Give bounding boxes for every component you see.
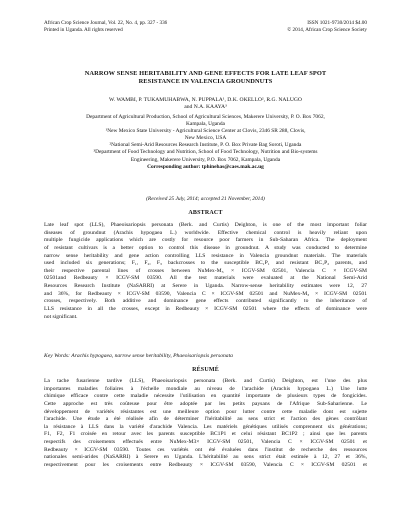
author-line: and N.A. KAAYA³ — [184, 104, 227, 111]
resume-line: nationales semi-arides (NaSARRI) à Serere en Uganda. L'héritabilité au sens strict était estimée à 12, 27 et 36%, — [44, 454, 367, 461]
abstract-line: LLS resistance in all the crosses, except in Redbeauty × ICGV-SM 02501 where the effects of dominance were — [44, 306, 367, 313]
affiliation-line: Department of Agricultural Production, School of Agricultural Sciences, Makerere University, P. O. Box 7062, — [86, 114, 325, 120]
affiliation-line: New Mexico, USA — [184, 135, 227, 142]
abstract-line: diseases of groundnut (Arachis hypogaea L.) worldwide. Effective chemical control is heavily reliant upon — [44, 229, 367, 236]
resume-line: respectifs des croisements effectués entre NuMex-M3× ICGV-SM 02501, Valencia C × ICGV-SM 02501 et — [44, 439, 367, 446]
resume-line: importantes maladies foliaires à l'échelle mondiale au niveau de l'arachide (Arachis hypogaea L.) Une lutte — [44, 385, 367, 392]
abstract-line: and 36%, for Redbeauty × ICGV-SM 03590, Valencia C × ICGV-SM 02501 and NuMex-M₃ × ICGV-SM 02501 — [44, 290, 367, 297]
keywords-value: Arachis hypogaea, narrow sense heritability, Phaeoisariopsis personata — [71, 353, 233, 359]
affiliation-line: ³Department of Food Technology and Nutrition, School of Food Technology, Nutrition and Bio-systems — [93, 149, 318, 156]
resume-line: F1, F2, F1 croisée en retour avec les parents susceptible BC1P1 et celui résistant BC1P2 ; ainsi que les parents — [44, 431, 367, 438]
abstract-line: not significant. — [44, 313, 78, 320]
issn: ISSN 1021-9730/2014 $4.00 — [307, 20, 367, 26]
abstract-line: narrow sense heritability and gene action controlling LLS resistance in Valencia groundnut materials. The materials — [44, 252, 367, 259]
resume-line: la résistance à LLS dans la variété d'arachide Valencia. Les matériels génétiques utilisés comprennent six générations; — [44, 423, 367, 430]
abstract-line: of resistant cultivars is a better option to control this disease in groundnut. A study was conducted to determine — [44, 244, 367, 251]
abstract-heading: ABSTRACT — [188, 210, 223, 216]
abstract-line: Late leaf spot (LLS), Phaeoisariopsis personata (Berk. and Curtis) Deighton, is one of the most important foliar — [44, 222, 367, 228]
resume-line: développement de variétés résistantes est une meilleure option pour lutter contre cette maladie dont est sujette — [44, 408, 367, 415]
keywords — [44, 353, 367, 361]
resume-line: La tache fusarienne tardive (LLS), Phaeoisariopsis personata (Berk. and Curtis) Deighton, est l'une des plus — [44, 378, 367, 384]
abstract-line: their respective parental lines of crosses between NuMex-M₃ × ICGV-SM 02501, Valencia C × ICGV-SM — [44, 267, 367, 274]
abstract-line: multiple fungicide applications which are costly for resource poor farmers in Sub-Saharan Africa. The deployment — [44, 237, 367, 244]
affiliation-line: Kampala, Uganda — [186, 121, 225, 128]
abstract-line: 02501and Redbeauty × ICGV-SM 03590. All the test materials were evaluated at the National Semi-Arid — [44, 275, 367, 282]
resume-line: Cette approche est très coûteuse pour être adoptée par les petits paysans de l'Afrique Sub-Saharienne. Le — [44, 400, 367, 407]
author-list — [44, 97, 367, 111]
keywords-label: Key Words: — [44, 353, 70, 359]
affiliation-line: ¹New Mexico State University - Agricultural Science Center at Clovis, 2346 SR 288, Clovis, — [105, 128, 306, 135]
resume-line: Redbeauty × ICGV-SM 03590. Toutes ces variétés ont été évaluées dans l'institut de recherche des ressources — [44, 446, 367, 453]
affiliation-line: Engineering, Makerere University, P.O. Box 7062, Kampala, Uganda — [130, 156, 281, 163]
abstract-line: Resources Research Institute (NaSARRI) at Serere in Uganda. Narrow-sense heritability estimates were 12, 27 — [44, 283, 367, 290]
author-line: W. WAMBI, P. TUKAMUHABWA, N. PUPPALA¹, D.K. OKELLO², R.G. NALUGO — [109, 97, 302, 103]
running-header-right — [287, 20, 367, 33]
resume-line: chimique efficace contre cette maladie nécessite l'utilisation en quantité importante de plusieurs types de fongicides. — [44, 393, 367, 400]
print-notice: Printed in Uganda. All rights reserved — [44, 26, 123, 33]
received-accepted-dates: (Received 25 July, 2014; accepted 21 November, 2014) — [146, 196, 265, 202]
resume-body — [44, 378, 367, 470]
title-line: NARROW SENSE HERITABILITY AND GENE EFFECTS FOR LATE LEAF SPOT — [84, 70, 327, 77]
resume-heading: RÉSUMÉ — [192, 367, 219, 373]
resume-line: respectivement pour les croisements entre Redbeauty × ICGV-SM 03590, Valencia C × ICGV-SM 02501 et — [44, 462, 367, 469]
affiliations — [44, 114, 367, 171]
corresponding-author: Corresponding author: tphinehas@caes.mak.ac.ug — [147, 163, 264, 170]
copyright: © 2014, African Crop Science Society — [287, 26, 367, 33]
affiliation-line: ²National Semi-Arid Resources Research Institute, P. O. Box Private Bag Soroti, Uganda — [109, 142, 302, 149]
paper-title — [44, 70, 367, 87]
abstract-body — [44, 222, 367, 321]
title-line: RESISTANCE IN VALENCIA GROUNDNUTS — [138, 78, 273, 86]
abstract-line: used included six generations; F₁, F₂, F₃ backcrosses to the susceptible BC₁P₁ and resistant BC₁P₂ parents, and — [44, 260, 367, 267]
resume-line: l'arachide. Une étude a été réalisée afin de déterminer l'héritabilité au sens strict et l'action des gènes contrôlant — [44, 416, 367, 423]
running-header-left — [44, 20, 167, 33]
abstract-line: crosses, respectively. Both additive and dominance gene effects contributed significantly to the inheritance of — [44, 298, 367, 305]
journal-citation: African Crop Science Journal, Vol. 22, No. 4, pp. 327 - 336 — [44, 20, 168, 26]
